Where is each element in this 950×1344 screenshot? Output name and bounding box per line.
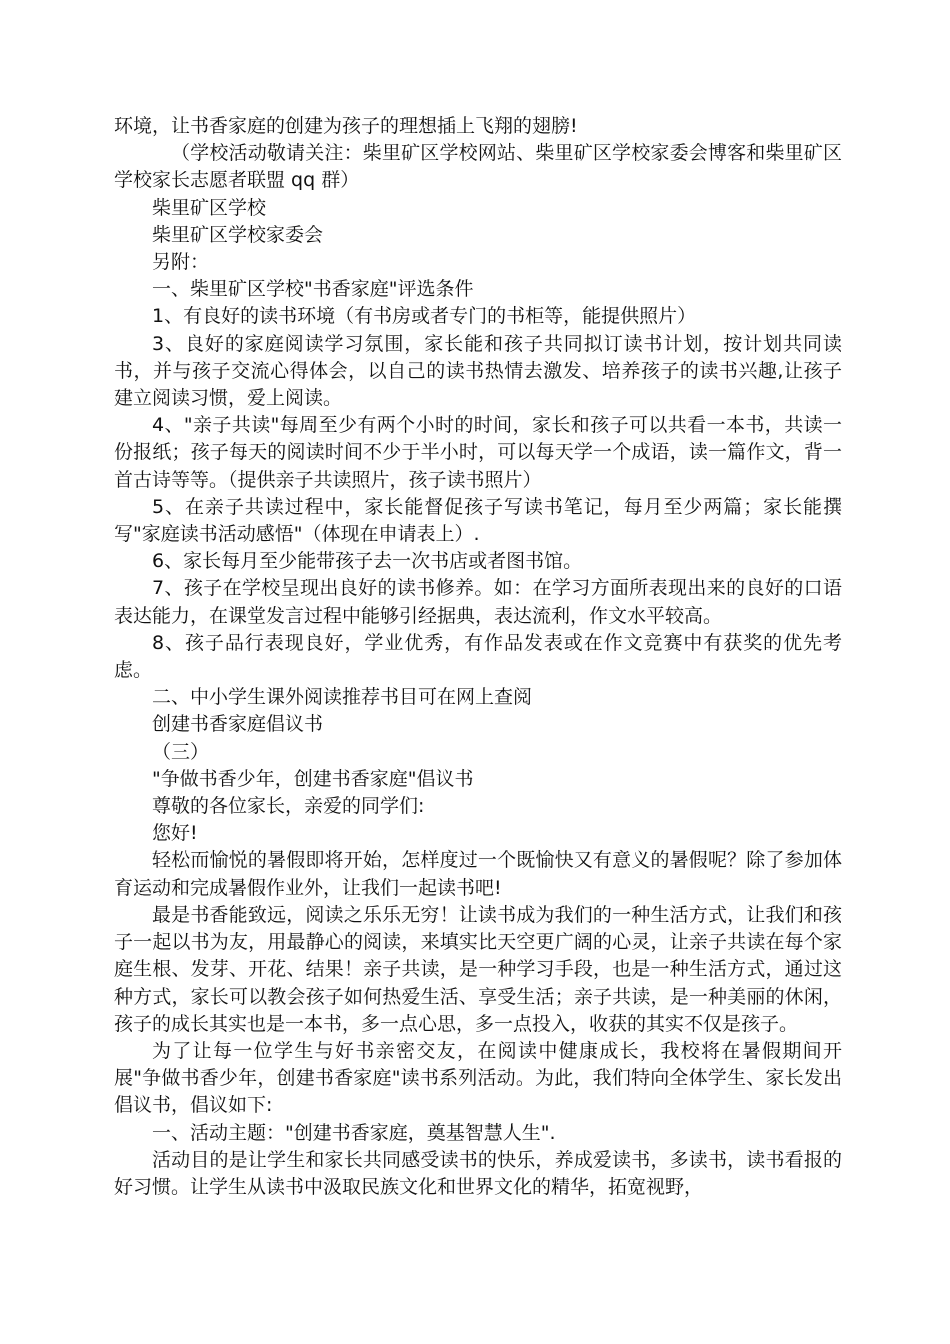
activity-purpose: 活动目的是让学生和家长共同感受读书的快乐，养成爱读书，多读书，读书看报的好习惯。让学生从读书中汲取民族文化和世界文化的精华，拓宽视野， bbox=[114, 1148, 842, 1198]
section-heading-criteria: 一、柴里矿区学校"书香家庭"评选条件 bbox=[152, 278, 474, 301]
body-paragraph-summer: 轻松而愉悦的暑假即将开始，怎样度过一个既愉快又有意义的暑假呢？除了参加体育运动和完成暑假作业外，让我们一起读书吧! bbox=[114, 849, 842, 899]
criteria-item-4: 4、"亲子共读"每周至少有两个小时的时间，家长和孩子可以共看一本书，共读一份报纸；孩子每天的阅读时间不少于半小时，可以每天学一个成语，读一篇作文，背一首古诗等等。（提供亲子共读照片，孩子读书照片） bbox=[114, 414, 842, 491]
criteria-item-1: 1、有良好的读书环境（有书房或者专门的书柜等，能提供照片） bbox=[152, 305, 697, 328]
criteria-item-3: 3、良好的家庭阅读学习氛围，家长能和孩子共同拟订读书计划，按计划共同读书，并与孩子交流心得体会，以自己的读书热情去激发、培养孩子的读书兴趣,让孩子建立阅读习惯，爱上阅读。 bbox=[114, 332, 842, 410]
signature-school: 柴里矿区学校 bbox=[152, 196, 267, 219]
document-page bbox=[114, 113, 842, 1201]
salutation: 尊敬的各位家长，亲爱的同学们: bbox=[152, 795, 425, 818]
criteria-item-8: 8、孩子品行表现良好，学业优秀，有作品发表或在作文竞赛中有获奖的优先考虑。 bbox=[114, 631, 842, 682]
appendix-label: 另附： bbox=[152, 251, 210, 274]
signature-committee: 柴里矿区学校家委会 bbox=[152, 223, 324, 246]
proposal-title: 创建书香家庭倡议书 bbox=[152, 713, 324, 736]
section-heading-reading-list: 二、中小学生课外阅读推荐书目可在网上查阅 bbox=[152, 686, 533, 709]
criteria-item-5: 5、在亲子共读过程中，家长能督促孩子写读书笔记，每月至少两篇；家长能撰写"家庭读书活动感悟"（体现在申请表上）. bbox=[114, 495, 842, 546]
greeting: 您好! bbox=[152, 822, 198, 845]
body-paragraph-activity: 为了让每一位学生与好书亲密交友，在阅读中健康成长，我校将在暑假期间开展"争做书香少年，创建书香家庭"读书系列活动。为此，我们特向全体学生、家长发出倡议书，倡议如下: bbox=[114, 1039, 842, 1117]
body-paragraph-reading: 最是书香能致远，阅读之乐乐无穷！让读书成为我们的一种生活方式，让我们和孩子一起以书为友，用最静心的阅读，来填实比天空更广阔的心灵，让亲子共读在每个家庭生根、发芽、开花、结果！亲子共读，是一种学习手段，也是一种生活方式，通过这种方式，家长可以教会孩子如何热爱生活、享受生活；亲子共读，是一种美丽的休闲，孩子的成长其实也是一本书，多一点心思，多一点投入，收获的其实不仅是孩子。 bbox=[114, 903, 842, 1035]
proposal-subtitle: "争做书香少年，创建书香家庭"倡议书 bbox=[152, 767, 474, 790]
criteria-item-7: 7、孩子在学校呈现出良好的读书修养。如：在学习方面所表现出来的良好的口语表达能力，在课堂发言过程中能够引经据典，表达流利，作文水平较高。 bbox=[114, 577, 842, 627]
proposal-number: （三） bbox=[152, 740, 210, 763]
activity-theme: 一、活动主题："创建书香家庭，奠基智慧人生". bbox=[152, 1121, 556, 1144]
criteria-item-6: 6、家长每月至少能带孩子去一次书店或者图书馆。 bbox=[152, 550, 583, 573]
paragraph-continuation: 环境，让书香家庭的创建为孩子的理想插上飞翔的翅膀! bbox=[114, 115, 578, 137]
paragraph-notice: （学校活动敬请关注：柴里矿区学校网站、柴里矿区学校家委会博客和柴里矿区学校家长志愿者联盟 qq 群） bbox=[114, 142, 842, 192]
